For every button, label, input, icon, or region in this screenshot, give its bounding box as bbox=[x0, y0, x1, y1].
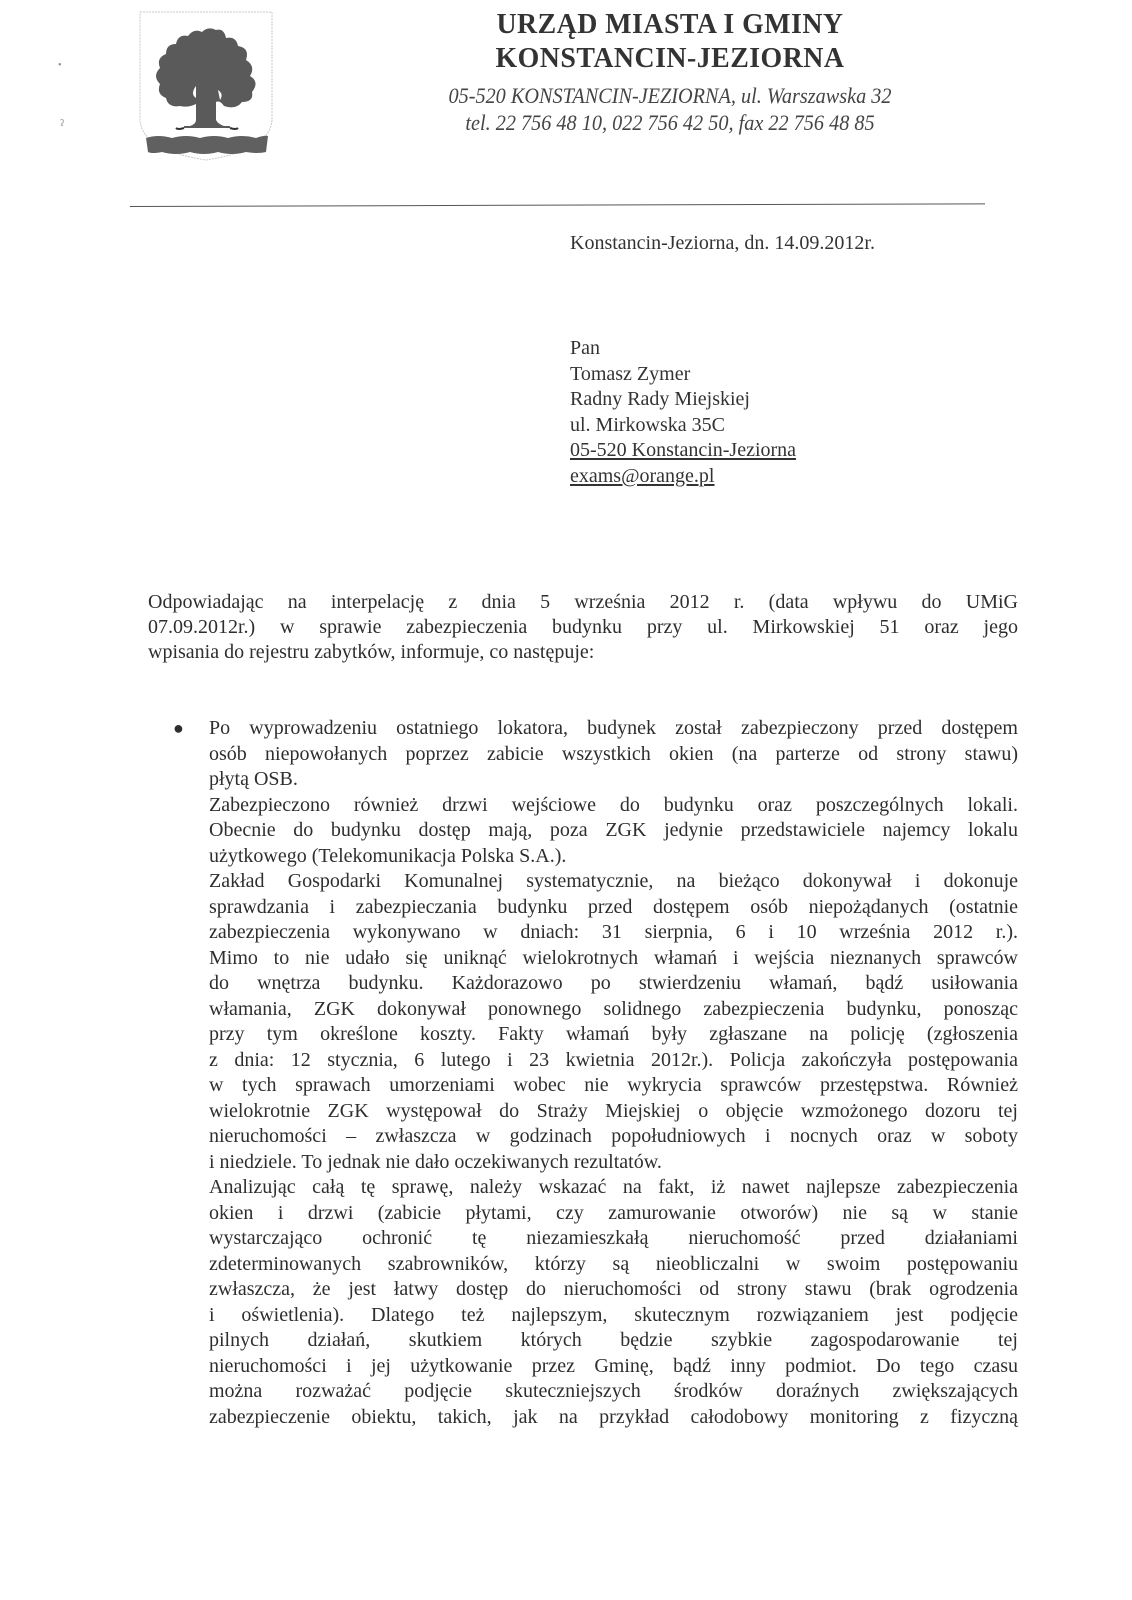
office-name-line1: URZĄD MIASTA I GMINY bbox=[496, 8, 844, 40]
recipient-email: exams@orange.pl bbox=[570, 464, 715, 487]
body-text-line: w tych sprawach umorzeniami wobec nie wykrycia sprawców przestępstwa. Również bbox=[209, 1074, 1018, 1096]
recipient-block bbox=[570, 336, 796, 489]
recipient-name: Tomasz Zymer bbox=[570, 362, 691, 385]
body-text-line: płytą OSB. bbox=[209, 768, 298, 790]
body-text-line: zabezpieczenie obiektu, takich, jak na przykład całodobowy monitoring z fizyczną bbox=[209, 1405, 1018, 1428]
body-text-line: Po wyprowadzeniu ostatniego lokatora, budynek został zabezpieczony przed dostępem bbox=[209, 717, 1018, 739]
body-text-line: nieruchomości – zwłaszcza w godzinach popołudniowych i nocnych oraz w soboty bbox=[209, 1125, 1018, 1147]
bullet-icon: ● bbox=[173, 718, 184, 738]
body-text-line: Obecnie do budynku dostęp mają, poza ZGK jedynie przedstawiciele najemcy lokalu bbox=[209, 819, 1018, 841]
bullet-item bbox=[173, 716, 1018, 1430]
body-text-line: sprawdzania i zabezpieczania budynku przed dostępem osób niepożądanych (ostatnie bbox=[209, 895, 1018, 918]
scan-speck: • bbox=[58, 60, 62, 71]
office-name-line2: KONSTANCIN-JEZIORNA bbox=[495, 42, 845, 74]
body-text-line: do wnętrza budynku. Każdorazowo po stwierdzeniu włamań, bądź usiłowania bbox=[209, 972, 1018, 994]
body-text-line: przy tym określone koszty. Fakty włamań były zgłaszane na policję (zgłoszenia bbox=[209, 1023, 1018, 1045]
intro-line: wpisania do rejestru zabytków, informuje, co następuje: bbox=[148, 641, 595, 663]
body-text-line: wystarczająco ochronić tę niezamieszkałą nieruchomość przed działaniami bbox=[209, 1227, 1018, 1249]
letter-date: Konstancin-Jeziorna, dn. 14.09.2012r. bbox=[570, 232, 875, 254]
body-text-line: Analizując całą tę sprawę, należy wskazać na fakt, iż nawet najlepsze zabezpieczenia bbox=[209, 1176, 1018, 1198]
letterhead-divider bbox=[130, 203, 985, 207]
body-text-line: osób niepowołanych poprzez zabicie wszystkich okien (na parterze od strony stawu) bbox=[209, 742, 1018, 765]
intro-paragraph bbox=[148, 590, 1018, 665]
body-text-line: zabezpieczenia wykonywano w dniach: 31 sierpnia, 6 i 10 września 2012 r.). bbox=[209, 921, 1018, 943]
body-text-line: Zabezpieczono również drzwi wejściowe do budynku oraz poszczególnych lokali. bbox=[209, 793, 1018, 816]
intro-line: Odpowiadając na interpelację z dnia 5 września 2012 r. (data wpływu do UMiG bbox=[148, 591, 1018, 613]
bullet-text bbox=[209, 716, 1018, 1430]
scan-speck: ʔ bbox=[60, 118, 64, 128]
intro-line: 07.09.2012r.) w sprawie zabezpieczenia budynku przy ul. Mirkowskiej 51 oraz jego bbox=[148, 616, 1018, 638]
recipient-city: 05-520 Konstancin-Jeziorna bbox=[570, 439, 797, 461]
body-text-line: z dnia: 12 stycznia, 6 lutego i 23 kwietnia 2012r.). Policja zakończyła postępowania bbox=[209, 1048, 1018, 1071]
coat-of-arms-icon bbox=[138, 10, 274, 162]
body-text-line: pilnych działań, skutkiem których będzie szybkie zagospodarowanie tej bbox=[209, 1329, 1018, 1351]
office-phones: tel. 22 756 48 10, 022 756 42 50, fax 22 756 48 85 bbox=[465, 110, 875, 135]
body-text-line: i oświetlenia). Dlatego też najlepszym, skutecznym rozwiązaniem jest podjęcie bbox=[209, 1303, 1018, 1326]
body-text-line: okien i drzwi (zabicie płytami, czy zamurowanie otworów) nie są w stanie bbox=[209, 1201, 1018, 1224]
recipient-salutation: Pan bbox=[570, 337, 600, 359]
body-text-line: można rozważać podjęcie skuteczniejszych środków doraźnych zwiększających bbox=[209, 1380, 1018, 1402]
body-text-line: wielokrotnie ZGK występował do Straży Miejskiej o objęcie wzmożonego dozoru tej bbox=[209, 1099, 1018, 1122]
office-address: 05-520 KONSTANCIN-JEZIORNA, ul. Warszawska 32 bbox=[448, 83, 892, 108]
body-text-line: zwłaszcza, że jest łatwy dostęp do nieruchomości od strony stawu (brak ogrodzenia bbox=[209, 1278, 1018, 1300]
body-text-line: nieruchomości i jej użytkowanie przez Gminę, bądź inny podmiot. Do tego czasu bbox=[209, 1354, 1018, 1377]
body-text-line: zdeterminowanych szabrowników, którzy są nieobliczalni w swoim postępowaniu bbox=[209, 1252, 1018, 1275]
body-text-line: i niedziele. To jednak nie dało oczekiwanych rezultatów. bbox=[209, 1150, 662, 1173]
recipient-street: ul. Mirkowska 35C bbox=[570, 413, 725, 436]
body-text-line: użytkowego (Telekomunikacja Polska S.A.). bbox=[209, 844, 567, 867]
body-text-line: Mimo to nie udało się uniknąć wielokrotnych włamań i wejścia nieznanych sprawców bbox=[209, 946, 1018, 969]
recipient-role: Radny Rady Miejskiej bbox=[570, 388, 750, 410]
body-text-line: włamania, ZGK dokonywał ponownego solidnego zabezpieczenia budynku, ponosząc bbox=[209, 997, 1018, 1020]
body-text-line: Zakład Gospodarki Komunalnej systematycznie, na bieżąco dokonywał i dokonuje bbox=[209, 870, 1018, 892]
